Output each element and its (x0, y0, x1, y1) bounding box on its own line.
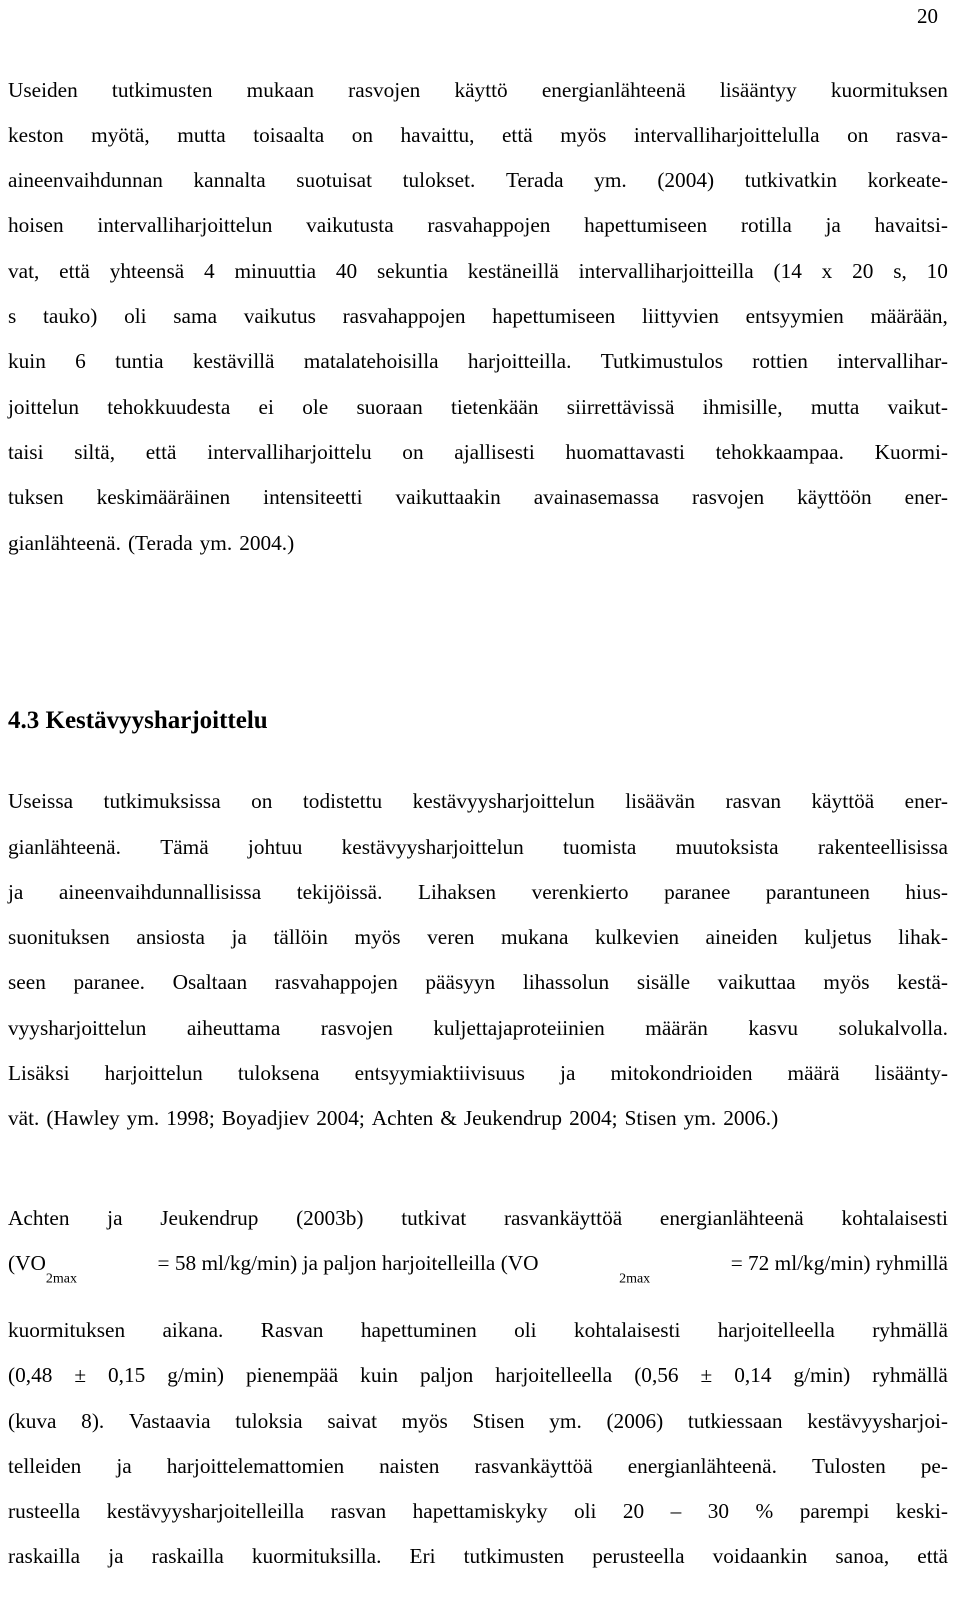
word: 6 (75, 349, 86, 373)
word: lisäänty- (874, 1061, 948, 1085)
paragraph-line (8, 121, 948, 149)
word: liittyvien (641, 304, 719, 328)
word: rasvahappojen (427, 213, 551, 237)
word: huomattavasti (565, 440, 685, 464)
word: 0,15 (107, 1363, 146, 1387)
word: mukaan (246, 78, 315, 102)
word: kestävyysharjoi- (807, 1409, 948, 1433)
word: johtuu (247, 835, 303, 859)
word: korkeate- (867, 168, 948, 192)
word: keston (8, 123, 64, 147)
word: aiheuttama (186, 1016, 281, 1040)
word: kohtalaisesti (573, 1318, 681, 1342)
word: tuloksia (235, 1409, 303, 1433)
paragraph-line (8, 483, 948, 511)
word: että (59, 259, 90, 283)
word: (2006) (606, 1409, 664, 1433)
word: ei (258, 395, 274, 419)
word: rasvojen (348, 78, 421, 102)
word: myös (560, 123, 607, 147)
word: harjoittelun (104, 1061, 203, 1085)
line-segment: = 58 ml/kg/min) ja paljon harjoitelleilla (VO (157, 1251, 539, 1275)
word: rasva- (895, 123, 948, 147)
word: määrä (787, 1061, 840, 1085)
word: Tämä (160, 835, 209, 859)
word: hapettumiseen (492, 304, 616, 328)
word: määrän (645, 1016, 708, 1040)
paragraph-line (8, 878, 948, 906)
word: ja (107, 1206, 123, 1230)
paragraph-line (8, 1497, 948, 1525)
word: harjoitelleella (495, 1363, 613, 1387)
word: raskailla (8, 1544, 81, 1568)
paragraph-line (8, 438, 948, 466)
word: Jeukendrup (160, 1206, 259, 1230)
word: kestävyysharjoittelun (341, 835, 524, 859)
word: energianlähteenä. (627, 1454, 777, 1478)
word: sanoa, (835, 1544, 890, 1568)
paragraph-line (8, 923, 948, 951)
word: ener- (904, 485, 948, 509)
word: ja (231, 925, 247, 949)
word: entsyymiaktiivisuus (354, 1061, 525, 1085)
word: oli (573, 1499, 597, 1523)
word: x (821, 259, 833, 283)
word: parantuneen (765, 880, 870, 904)
word: pe- (920, 1454, 948, 1478)
word: 2004; (316, 1106, 365, 1130)
word: Tutkimustulos (600, 349, 724, 373)
word: intervalliharjoittelun (97, 213, 273, 237)
word: tuntia (115, 349, 164, 373)
word: kohtalaisesti (841, 1206, 948, 1230)
word: kuormituksen (830, 78, 948, 102)
word: oli (124, 304, 147, 328)
paragraph-line (8, 1059, 948, 1087)
word: tulokset. (402, 168, 476, 192)
word: 4 (204, 259, 215, 283)
word: energianlähteenä (659, 1206, 804, 1230)
word: parempi (799, 1499, 870, 1523)
word: rasvan (330, 1499, 387, 1523)
word: ryhmällä (872, 1318, 948, 1342)
word: 10 (926, 259, 948, 283)
word: keski- (895, 1499, 948, 1523)
word: vaikutusta (306, 213, 394, 237)
word: toisaalta (253, 123, 325, 147)
word: intervalliharjoittelulla (633, 123, 820, 147)
word: siirrettävissä (566, 395, 675, 419)
word: sekuntia (376, 259, 448, 283)
word: yhteensä (109, 259, 185, 283)
word: ym. (683, 1106, 717, 1130)
word: 2006.) (723, 1106, 779, 1130)
word: oli (514, 1318, 537, 1342)
word: paljon (420, 1363, 474, 1387)
word: perusteella (592, 1544, 685, 1568)
word: määrään, (870, 304, 948, 328)
word: harjoittelemattomien (166, 1454, 345, 1478)
word: keskimääräinen (96, 485, 231, 509)
word: vaikutus (243, 304, 316, 328)
word: rasvankäyttöä (474, 1454, 593, 1478)
word: kuljettajaproteiinien (433, 1016, 605, 1040)
word: mutta (810, 395, 860, 419)
word: tuksen (8, 485, 64, 509)
page-number: 20 (917, 4, 938, 28)
word: (14 (773, 259, 802, 283)
word: suonituksen (8, 925, 110, 949)
word: myös (354, 925, 401, 949)
word: rusteella (8, 1499, 81, 1523)
word: 0,14 (734, 1363, 772, 1387)
word: ym. (126, 1106, 160, 1130)
word: (0,56 (634, 1363, 679, 1387)
word: taisi (8, 440, 44, 464)
word: havaitsi- (874, 213, 948, 237)
word: tällöin (273, 925, 328, 949)
paragraph-line (8, 302, 948, 330)
word: solukalvolla. (838, 1016, 948, 1040)
word: suotuisat (296, 168, 372, 192)
word: Jeukendrup (463, 1106, 563, 1130)
word: että (145, 440, 177, 464)
word: (2004) (657, 168, 715, 192)
word: ym. (594, 168, 627, 192)
word: tutkimuksissa (103, 789, 221, 813)
word: hapettuminen (360, 1318, 477, 1342)
word: verenkierto (531, 880, 629, 904)
word: – (670, 1499, 682, 1523)
paragraph-line (8, 1361, 948, 1389)
word: rotilla (740, 213, 792, 237)
word: rasvojen (320, 1016, 393, 1040)
word: kestäneillä (467, 259, 559, 283)
section-heading: 4.3 Kestävyysharjoittelu (8, 707, 268, 734)
paragraph-line (8, 1104, 948, 1132)
word: kestävillä (192, 349, 275, 373)
word: intervallihar- (837, 349, 948, 373)
word: Achten (371, 1106, 434, 1130)
word: kuin (360, 1363, 399, 1387)
word: käyttöön (797, 485, 872, 509)
word: tauko) (42, 304, 98, 328)
word: hius- (905, 880, 948, 904)
word: Kuormi- (874, 440, 948, 464)
word: intervalliharjoittelu (207, 440, 372, 464)
word: 2004.) (239, 531, 295, 555)
word: s, (893, 259, 907, 283)
word: ym. (549, 1409, 582, 1433)
paragraph-line (8, 968, 948, 996)
word: vaikut- (887, 395, 948, 419)
word: ja (116, 1454, 132, 1478)
word: avainasemassa (533, 485, 660, 509)
word: naisten (379, 1454, 440, 1478)
paragraph-line (8, 1407, 948, 1435)
paragraph-line (8, 347, 948, 375)
word: seen (8, 970, 46, 994)
word: (Hawley (46, 1106, 120, 1130)
word: ole (302, 395, 329, 419)
word: kannalta (193, 168, 266, 192)
word: kulkevien (595, 925, 679, 949)
word: entsyymien (745, 304, 844, 328)
word: tutkivatkin (744, 168, 837, 192)
word: todistettu (302, 789, 383, 813)
word: kuin (8, 349, 46, 373)
word: tutkiessaan (687, 1409, 783, 1433)
word: tutkimusten (111, 78, 213, 102)
word: ansiosta (136, 925, 205, 949)
paragraph-line (8, 787, 948, 815)
word: tehokkaampaa. (715, 440, 844, 464)
word: hapettamiskyky (412, 1499, 548, 1523)
word: rakenteellisissa (817, 835, 948, 859)
word: on (847, 123, 869, 147)
word: hoisen (8, 213, 64, 237)
paragraph-line (8, 211, 948, 239)
word: sisälle (636, 970, 691, 994)
word: pääsyyn (425, 970, 496, 994)
word: 20 (622, 1499, 645, 1523)
word: Stisen (624, 1106, 677, 1130)
word: on (351, 123, 374, 147)
word: rottien (752, 349, 808, 373)
word: tutkivat (401, 1206, 467, 1230)
word: g/min) (167, 1363, 225, 1387)
word: ± (74, 1363, 87, 1387)
word: rasvojen (692, 485, 765, 509)
word: rasvahappojen (342, 304, 466, 328)
word: saivat (327, 1409, 377, 1433)
word: telleiden (8, 1454, 82, 1478)
paragraph-line (8, 393, 948, 421)
word: lihak- (898, 925, 948, 949)
word: käyttö (454, 78, 508, 102)
word: harjoitelleella (717, 1318, 835, 1342)
word: tietenkään (450, 395, 539, 419)
word: paranee (664, 880, 731, 904)
word: Osaltaan (172, 970, 248, 994)
word: 40 (335, 259, 358, 283)
word: intensiteetti (263, 485, 363, 509)
word: mutta (177, 123, 226, 147)
paragraph-line-with-subscripts (8, 1249, 948, 1287)
word: kestävyysharjoitelleilla (106, 1499, 305, 1523)
word: vyysharjoittelun (8, 1016, 147, 1040)
word: ja (108, 1544, 124, 1568)
word: ihmisille, (702, 395, 783, 419)
word: minuuttia (234, 259, 317, 283)
word: kuljetus (804, 925, 872, 949)
word: myös (823, 970, 870, 994)
word: vaikuttaa (717, 970, 796, 994)
word: 30 (707, 1499, 730, 1523)
word: raskailla (151, 1544, 224, 1568)
subscript-2max: 2max (619, 1271, 651, 1287)
word: hapettumiseen (584, 213, 708, 237)
word: paranee. (73, 970, 145, 994)
word: Eri (409, 1544, 436, 1568)
paragraph-line (8, 257, 948, 285)
word: kasvu (748, 1016, 799, 1040)
word: rasvankäyttöä (503, 1206, 623, 1230)
word: Lisäksi (8, 1061, 70, 1085)
word: ym. (199, 531, 233, 555)
word: matalatehoisilla (303, 349, 439, 373)
vo2max-label: (VO (8, 1251, 46, 1275)
word: ener- (904, 789, 948, 813)
word: kuormituksen (8, 1318, 126, 1342)
word: lihassolun (522, 970, 610, 994)
paragraph-line (8, 1014, 948, 1042)
word: Tulosten (811, 1454, 886, 1478)
paragraph-line (8, 1204, 948, 1232)
word: muutoksista (675, 835, 779, 859)
word: ryhmällä (872, 1363, 948, 1387)
word: aikana. (162, 1318, 224, 1342)
word: aineenvaihdunnallisissa (58, 880, 262, 904)
paragraph-line (8, 1316, 948, 1344)
paragraph-line (8, 166, 948, 194)
word: rasvan (725, 789, 782, 813)
word: joittelun (8, 395, 79, 419)
word: kestä- (897, 970, 948, 994)
word: % (755, 1499, 774, 1523)
word: Lihaksen (417, 880, 497, 904)
word: käyttöä (811, 789, 875, 813)
paragraph-line (8, 76, 948, 104)
paragraph-line (8, 1542, 948, 1570)
word: Vastaavia (128, 1409, 211, 1433)
word: Achten (8, 1206, 70, 1230)
word: gianlähteenä. (8, 835, 121, 859)
word: ja (8, 880, 24, 904)
word: 2004; (569, 1106, 618, 1130)
word: tuloksena (237, 1061, 320, 1085)
word: Rasvan (260, 1318, 324, 1342)
word: harjoitteilla. (467, 349, 572, 373)
word: ajallisesti (454, 440, 535, 464)
word: myös (401, 1409, 448, 1433)
word: vät. (8, 1106, 40, 1130)
word: lisäävän (625, 789, 696, 813)
word: kestävyysharjoittelun (412, 789, 595, 813)
word: tuomista (563, 835, 637, 859)
paragraph-line (8, 529, 948, 557)
word: ± (700, 1363, 713, 1387)
word: intervalliharjoitteilla (578, 259, 754, 283)
word: havaittu, (400, 123, 475, 147)
word: energianlähteenä (541, 78, 686, 102)
word: mitokondrioiden (610, 1061, 753, 1085)
word: että (917, 1544, 948, 1568)
word: sama (173, 304, 218, 328)
word: on (251, 789, 273, 813)
word: tekijöissä. (296, 880, 383, 904)
word: & (440, 1106, 457, 1130)
word: s (8, 304, 17, 328)
word: Useissa (8, 789, 74, 813)
line-segment: = 72 ml/kg/min) ryhmillä (730, 1251, 948, 1275)
word: vat, (8, 259, 40, 283)
word: Useiden (8, 78, 78, 102)
word: tehokkuudesta (107, 395, 231, 419)
word: voidaankin (712, 1544, 808, 1568)
word: Stisen (472, 1409, 525, 1433)
word: Boyadjiev (221, 1106, 310, 1130)
word: Terada (505, 168, 564, 192)
word: on (402, 440, 424, 464)
word: pienempää (245, 1363, 339, 1387)
word: (Terada (127, 531, 193, 555)
word: veren (427, 925, 475, 949)
word: (2003b) (296, 1206, 364, 1230)
word: g/min) (793, 1363, 851, 1387)
word: myötä, (91, 123, 150, 147)
subscript-2max: 2max (45, 1271, 77, 1287)
word: (kuva (8, 1409, 57, 1433)
word: suoraan (356, 395, 423, 419)
paragraph-line (8, 1452, 948, 1480)
word: 20 (852, 259, 874, 283)
word: ja (825, 213, 841, 237)
word: gianlähteenä. (8, 531, 121, 555)
word: lisääntyy (719, 78, 797, 102)
word: aineenvaihdunnan (8, 168, 163, 192)
word: aineiden (705, 925, 778, 949)
word: 1998; (166, 1106, 215, 1130)
word: että (501, 123, 533, 147)
word: rasvahappojen (274, 970, 398, 994)
word: vaikuttaakin (395, 485, 501, 509)
word: tutkimusten (463, 1544, 565, 1568)
paragraph-line (8, 833, 948, 861)
word: 8). (81, 1409, 105, 1433)
word: siltä, (74, 440, 116, 464)
word: mukana (501, 925, 569, 949)
word: kuormituksilla. (251, 1544, 382, 1568)
word: (0,48 (8, 1363, 53, 1387)
word: ja (560, 1061, 576, 1085)
